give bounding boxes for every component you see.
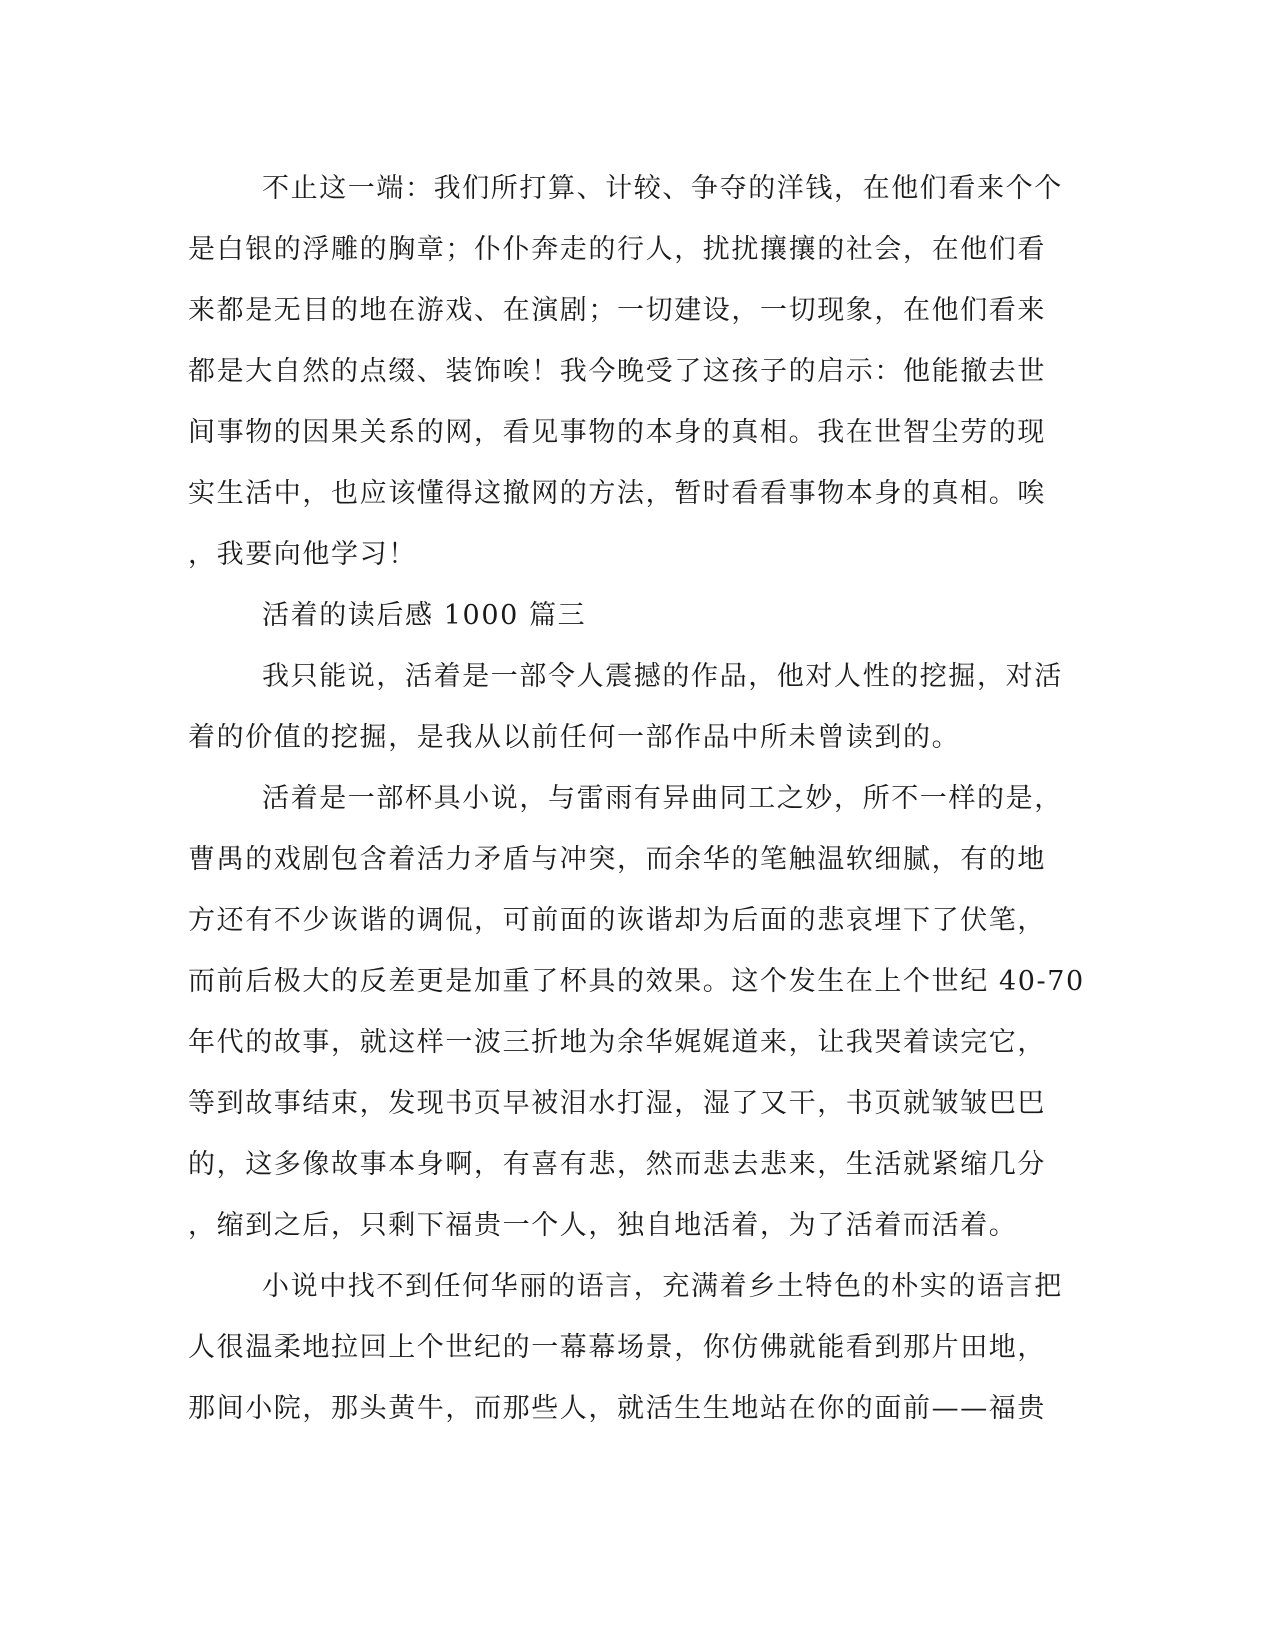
text-line: 而前后极大的反差更是加重了杯具的效果。这个发生在上个世纪 40-70 [188, 966, 1085, 997]
text-line: 我只能说，活着是一部令人震撼的作品，他对人性的挖掘，对活 [262, 661, 1063, 692]
text-line: 等到故事结束，发现书页早被泪水打湿，湿了又干，书页就皱皱巴巴 [188, 1088, 1046, 1119]
section-heading: 活着的读后感 1000 篇三 [262, 600, 587, 631]
text-line: 来都是无目的地在游戏、在演剧；一切建设，一切现象，在他们看来 [188, 295, 1046, 326]
text-line: 的，这多像故事本身啊，有喜有悲，然而悲去悲来，生活就紧缩几分 [188, 1149, 1046, 1180]
text-line: 曹禺的戏剧包含着活力矛盾与冲突，而余华的笔触温软细腻，有的地 [188, 844, 1046, 875]
text-line: 那间小院，那头黄牛，而那些人，就活生生地站在你的面前——福贵 [188, 1393, 1046, 1424]
text-line: ，缩到之后，只剩下福贵一个人，独自地活着，为了活着而活着。 [188, 1210, 1018, 1241]
text-line: ，我要向他学习！ [188, 539, 417, 570]
text-line: 间事物的因果关系的网，看见事物的本身的真相。我在世智尘劳的现 [188, 417, 1046, 448]
text-line: 实生活中，也应该懂得这撤网的方法，暂时看看事物本身的真相。唉 [188, 478, 1046, 509]
text-line: 年代的故事，就这样一波三折地为余华娓娓道来，让我哭着读完它， [188, 1027, 1046, 1058]
text-line: 小说中找不到任何华丽的语言，充满着乡土特色的朴实的语言把 [262, 1271, 1063, 1302]
text-line: 方还有不少诙谐的调侃，可前面的诙谐却为后面的悲哀埋下了伏笔， [188, 905, 1046, 936]
text-line: 活着是一部杯具小说，与雷雨有异曲同工之妙，所不一样的是， [262, 783, 1063, 814]
text-line: 都是大自然的点缀、装饰唉！我今晚受了这孩子的启示：他能撤去世 [188, 356, 1046, 387]
text-line: 着的价值的挖掘，是我从以前任何一部作品中所未曾读到的。 [188, 722, 961, 753]
text-line: 是白银的浮雕的胸章；仆仆奔走的行人，扰扰攘攘的社会，在他们看 [188, 234, 1046, 265]
text-line: 不止这一端：我们所打算、计较、争夺的洋钱，在他们看来个个 [262, 173, 1063, 204]
text-line: 人很温柔地拉回上个世纪的一幕幕场景，你仿佛就能看到那片田地， [188, 1332, 1046, 1363]
body-text [188, 158, 1088, 1439]
